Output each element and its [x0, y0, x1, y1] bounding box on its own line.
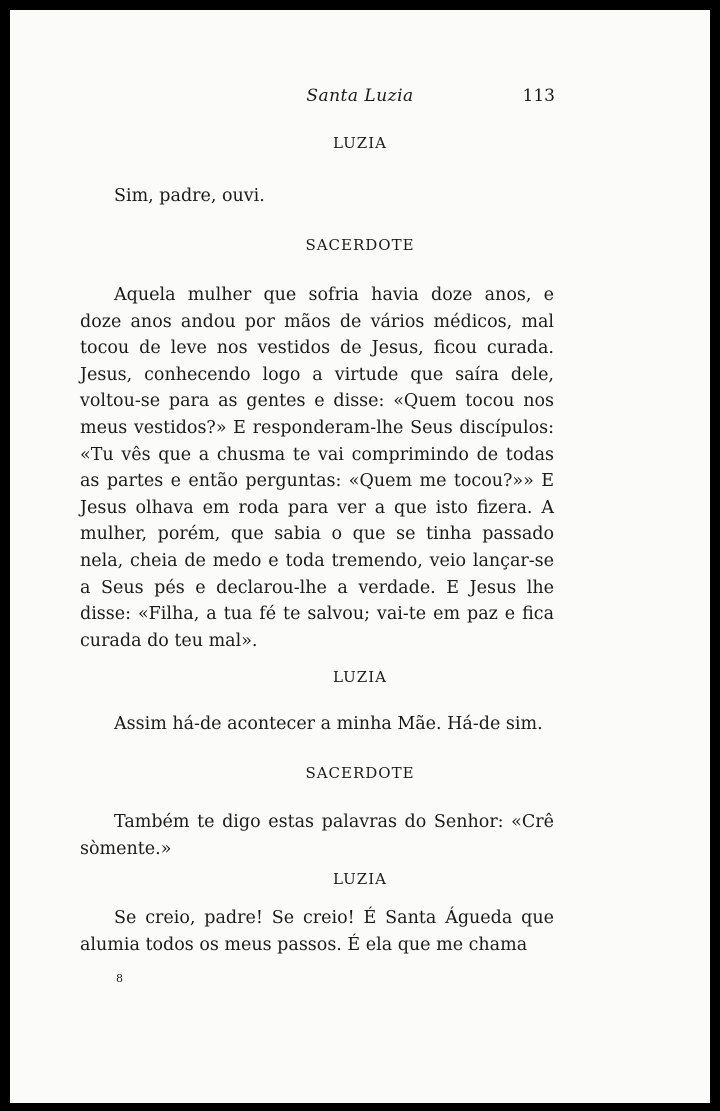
dialogue-paragraph: Sim, padre, ouvi. — [114, 186, 265, 206]
dialogue-paragraph: Também te digo estas palavras do Senhor: «Crê sòmente.» — [80, 812, 554, 859]
signature-mark: 8 — [116, 972, 123, 985]
book-page — [10, 10, 710, 1103]
dialogue-paragraph: Assim há-de acontecer a minha Mãe. Há-de sim. — [114, 714, 543, 734]
running-title: Santa Luzia — [306, 86, 414, 106]
speaker-heading: SACERDOTE — [305, 236, 415, 254]
speaker-heading: LUZIA — [333, 870, 387, 888]
speaker-heading: LUZIA — [333, 134, 387, 152]
dialogue-paragraph: Aquela mulher que sofria havia doze anos, e doze anos andou por mãos de vários médicos, mal tocou de leve nos vestidos de Jesus, ficou curada. Jesus, conhecendo logo a virtude que saíra dele, voltou-se para as gentes e disse: «Quem tocou nos meus vestidos?» E responderam-lhe Seus discípulos: «Tu vês que a chusma te vai comprimindo de todas as partes e então perguntas: «Quem me tocou?»» E Jesus olhava em roda para ver a que isto fizera. A mulher, porém, que sabia o que se tinha passado nela, cheia de medo e toda tremendo, veio lançar-se a Seus pés e declarou-lhe a verdade. E Jesus lhe disse: «Filha, a tua fé te salvou; vai-te em paz e fica curada do teu mal». — [80, 285, 554, 651]
running-head — [10, 86, 710, 110]
page-number: 113 — [522, 86, 555, 106]
speaker-heading: SACERDOTE — [305, 764, 415, 782]
dialogue-paragraph: Se creio, padre! Se creio! É Santa Águeda que alumia todos os meus passos. É ela que me chama — [80, 908, 554, 955]
speaker-heading: LUZIA — [333, 668, 387, 686]
